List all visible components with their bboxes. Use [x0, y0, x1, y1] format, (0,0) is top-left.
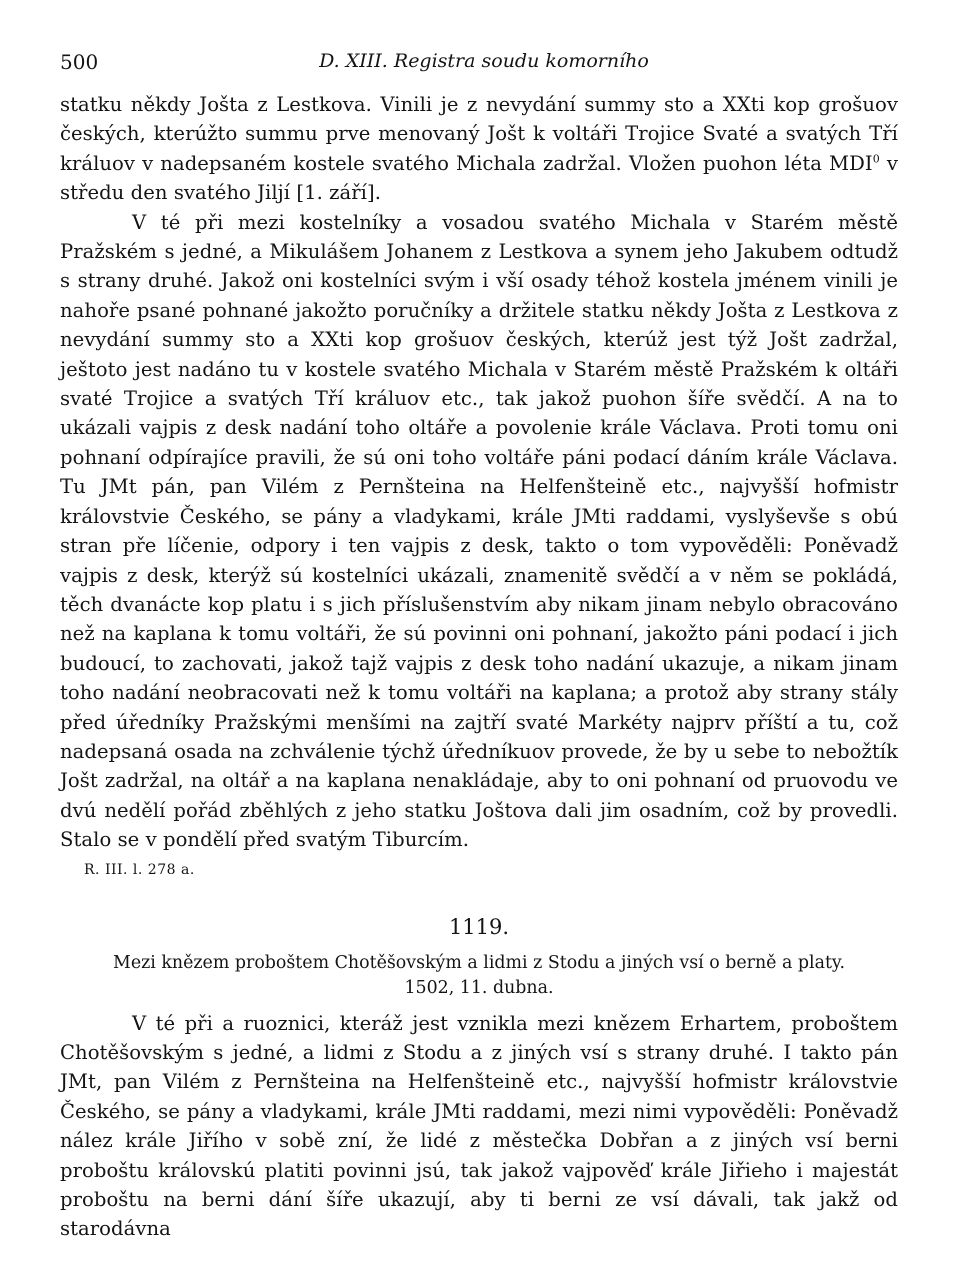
entry-date: 1502, 11. dubna. [404, 977, 554, 998]
paragraph-text: statku někdy Jošta z Lestkova. Vinili je z nevydání summy sto a XXti kop grošuov českých, kterúžto summu prve menovaný Jošt k voltáři Trojice Svaté a svatých Tří králuov v nadepsaném kostele svatého Michala zadržal. Vložen puohon léta MDI [60, 93, 898, 175]
body-text [60, 90, 898, 855]
page-number: 500 [60, 50, 99, 74]
entry-body [60, 1009, 898, 1244]
superscript-zero: 0 [872, 152, 880, 166]
entry-number: 1119. [448, 914, 510, 939]
running-head [60, 44, 898, 78]
source-citation: R. III. l. 278 a. [84, 861, 195, 878]
page [60, 44, 898, 1244]
running-title: D. XIII. Registra soudu komorního [319, 50, 649, 72]
paragraph-continuation [60, 90, 898, 208]
entry-text: V té při a ruoznici, kteráž jest vznikla mezi knězem Erhartem, proboštem Chotěšovským s jedné, a lidmi z Stodu a z jiných vsí s strany druhé. I takto pán JMt, pan Vilém z Pernšteina na Helfenšteině etc., najvyšší hofmistr královstvie Českého, se pány a vladykami, krále JMti raddami, mezi nimi vypověděli: Poněvadž nález krále Jiřího v sobě zní, že lidé z městečka Dobřan a z jiných vsí berni proboštu královskú platiti povinni jsú, tak jakož vajpověď krále Jiřieho i majestát proboštu na berni dání šíře ukazují, aby ti berni ze vsí dávali, tak jakž od starodávna [60, 1011, 898, 1241]
entry-summary: Mezi knězem proboštem Chotěšovským a lidmi z Stodu a jiných vsí o berně a platy. [113, 952, 845, 973]
paragraph-tail: v středu den svatého Jiljí [1. září]. [60, 151, 898, 205]
paragraph-decision: V té při mezi kostelníky a vosadou svatého Michala v Starém městě Pražském s jedné, a Mikulášem Johanem z Lestkova a synem jeho Jakubem odtudž s strany druhé. Jakož oni kostelníci svým i vší osady téhož kostela jménem vinili je nahoře psané pohnané jakožto poručníky a držitele statku někdy Jošta z Lestkova z nevydání summy sto a XXti kop grošuov českých, kterúž jest týž Jošt zadržal, ještoto jest nadáno tu v kostele svatého Michala v Starém městě Pražském k oltáři svaté Trojice a svatých Tří králuov etc., tak jakož puohon šíře svědčí. A na to ukázali vajpis z desk nadání toho oltáře a povolenie krále Václava. Proti tomu oni pohnaní odpírajíce pravili, že sú oni toho voltáře páni podací dáním krále Václava. Tu JMt pán, pan Vilém z Pernšteina na Helfenšteině etc., najvyšší hofmistr královstvie Českého, se pány a vladykami, krále JMti raddami, vyslyševše s obú stran pře líčenie, odpory i ten vajpis z desk, takto o tom vypověděli: Poněvadž vajpis z desk, kterýž sú kostelníci ukázali, znamenitě svědčí a v něm se pokládá, těch dvanácte kop platu i s jich příslušenstvím aby nikam jinam nebylo obracováno než na kaplana k tomu voltáři, že sú povinni oni pohnaní, jakožto páni podací i jich budoucí, to zachovati, jakož tajž vajpis z desk toho nadání ukazuje, a nikam jinam toho nadání neobracovati než k tomu voltáři na kaplana; a protož aby strany stály před úředníky Pražskými menšími na zajtří svaté Markéty najprv příští a tu, což nadepsaná osada na zchválenie týchž úředníkuov provede, že by u sebe to nebožtík Jošt zadržal, na oltář a na kaplana nenakládaje, aby to oni pohnaní od pruovodu ve dvú nedělí pořád zběhlých z jeho statku Joštova dali jim osadním, což by provedli. Stalo se v pondělí před svatým Tiburcím. [60, 210, 898, 852]
